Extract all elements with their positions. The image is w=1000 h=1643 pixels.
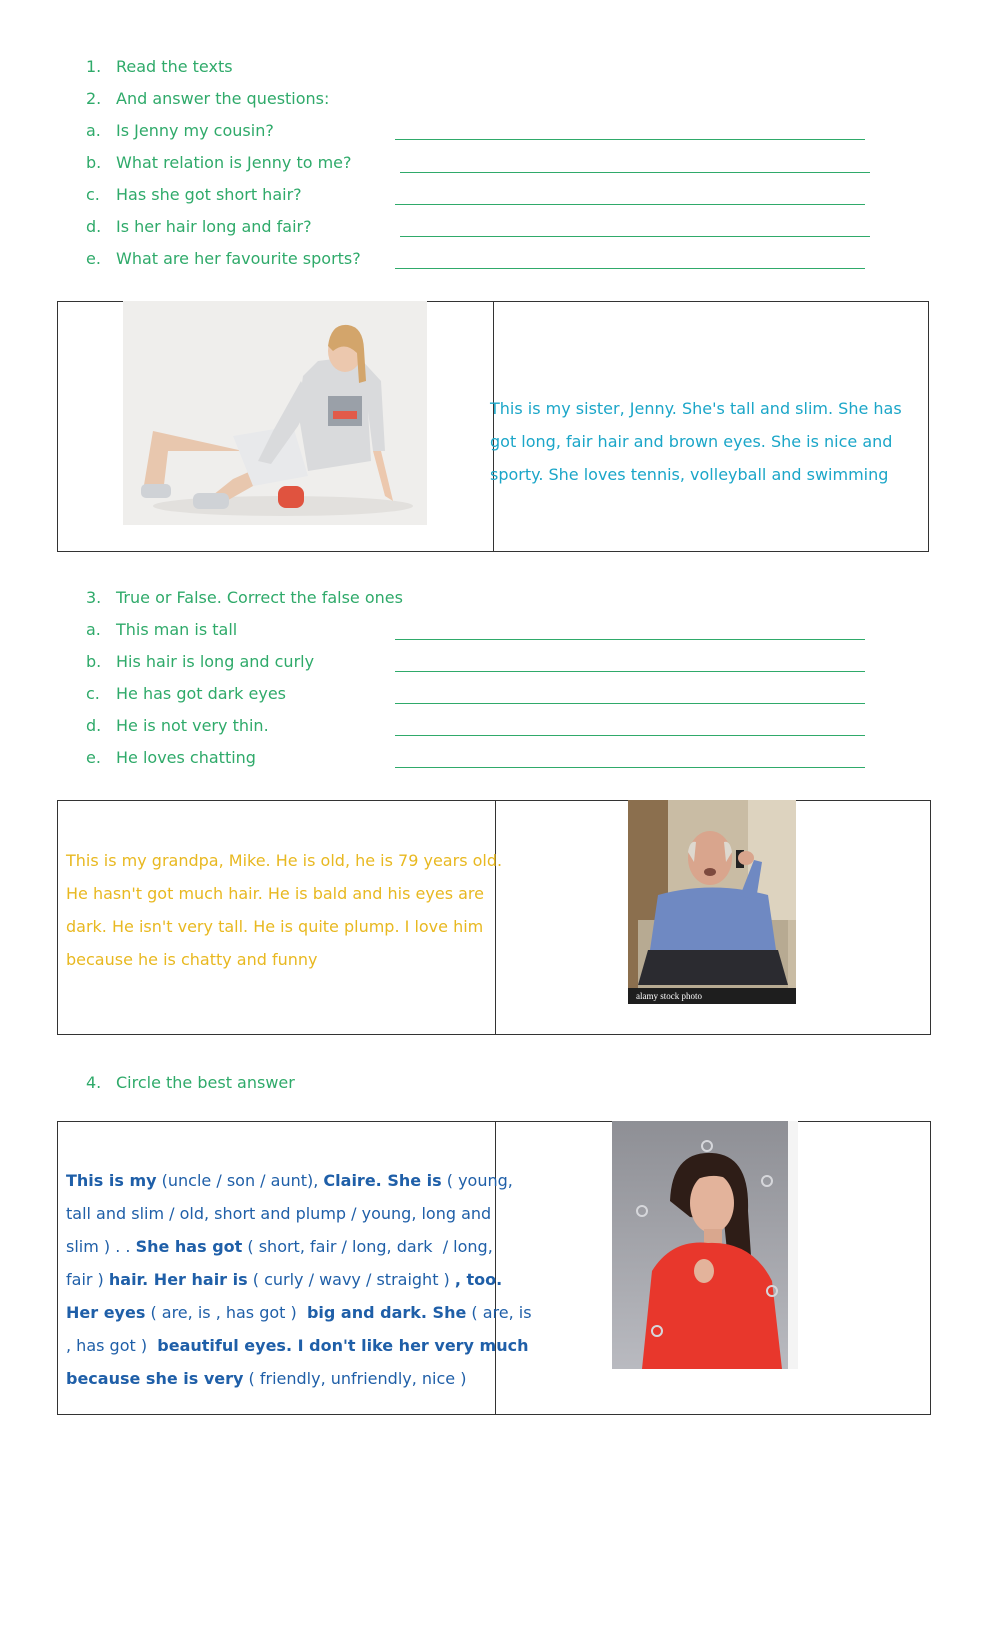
answer-line-3e[interactable] — [395, 767, 865, 768]
claire-text-option: ( young, — [441, 1171, 513, 1190]
claire-photo — [612, 1121, 798, 1369]
claire-text-bold: big and dark. She — [306, 1303, 467, 1322]
claire-text-line — [66, 1164, 532, 1197]
claire-text-bold: hair. Her hair is — [108, 1270, 248, 1289]
claire-text-bold: Claire. She is — [323, 1171, 442, 1190]
statement-d: d. He is not very thin. — [86, 716, 269, 735]
grandpa-text-line: because he is chatty and funny — [66, 950, 318, 969]
statement-e: e. He loves chatting — [86, 748, 256, 767]
claire-text-option: ( short, fair / long, dark / long, — [242, 1237, 493, 1256]
question-b: b. What relation is Jenny to me? — [86, 153, 352, 172]
claire-text-option: ( are, is , has got ) — [145, 1303, 307, 1322]
jenny-text-line: sporty. She loves tennis, volleyball and swimming — [490, 465, 889, 484]
grandpa-text-line: This is my grandpa, Mike. He is old, he is 79 years old. — [66, 851, 503, 870]
claire-text-bold: Her eyes — [66, 1303, 146, 1322]
grandpa-photo — [628, 800, 796, 1004]
claire-text-option: ( friendly, unfriendly, nice ) — [243, 1369, 467, 1388]
claire-text-option: fair ) — [66, 1270, 109, 1289]
claire-text-line — [66, 1329, 532, 1362]
answer-line-a[interactable] — [395, 139, 865, 140]
answer-line-3d[interactable] — [395, 735, 865, 736]
answer-line-3a[interactable] — [395, 639, 865, 640]
statement-b: b. His hair is long and curly — [86, 652, 315, 671]
instruction-4: 4. Circle the best answer — [86, 1073, 295, 1092]
answer-line-b[interactable] — [400, 172, 870, 173]
grandpa-text-line: He hasn't got much hair. He is bald and his eyes are — [66, 884, 484, 903]
claire-text-line — [66, 1230, 532, 1263]
question-c: c. Has she got short hair? — [86, 185, 302, 204]
claire-text-option: slim ) . . — [66, 1237, 136, 1256]
claire-text-line — [66, 1362, 532, 1395]
grandpa-text-line: dark. He isn't very tall. He is quite plump. I love him — [66, 917, 484, 936]
claire-text-line — [66, 1197, 532, 1230]
jenny-photo — [123, 301, 427, 525]
answer-line-e[interactable] — [395, 268, 865, 269]
question-e: e. What are her favourite sports? — [86, 249, 361, 268]
claire-text-bold: because she is very — [66, 1369, 244, 1388]
claire-text — [66, 1164, 532, 1395]
claire-text-option: (uncle / son / aunt), — [156, 1171, 324, 1190]
question-d: d. Is her hair long and fair? — [86, 217, 312, 236]
photo-watermark: alamy stock photo — [636, 991, 702, 1001]
claire-text-line — [66, 1263, 532, 1296]
claire-text-option: ( curly / wavy / straight ) — [247, 1270, 455, 1289]
grandpa-text — [66, 844, 502, 976]
claire-text-line — [66, 1296, 532, 1329]
claire-text-option: tall and slim / old, short and plump / young, long and — [66, 1204, 492, 1223]
claire-text-bold: , too. — [454, 1270, 503, 1289]
claire-text-bold: beautiful eyes. I don't like her very much — [157, 1336, 529, 1355]
claire-text-bold: She has got — [135, 1237, 243, 1256]
answer-line-3c[interactable] — [395, 703, 865, 704]
instruction-3: 3. True or False. Correct the false ones — [86, 588, 403, 607]
statement-c: c. He has got dark eyes — [86, 684, 287, 703]
answer-line-c[interactable] — [395, 204, 865, 205]
answer-line-3b[interactable] — [395, 671, 865, 672]
statement-a: a. This man is tall — [86, 620, 238, 639]
jenny-text-line: This is my sister, Jenny. She's tall and slim. She has — [490, 399, 902, 418]
claire-text-option: ( are, is — [466, 1303, 532, 1322]
instruction-2: 2. And answer the questions: — [86, 89, 330, 108]
jenny-text-line: got long, fair hair and brown eyes. She is nice and — [490, 432, 893, 451]
answer-line-d[interactable] — [400, 236, 870, 237]
question-a: a. Is Jenny my cousin? — [86, 121, 274, 140]
jenny-text — [490, 392, 902, 491]
claire-text-bold: This is my — [66, 1171, 157, 1190]
claire-text-option: , has got ) — [66, 1336, 158, 1355]
instruction-1: 1. Read the texts — [86, 57, 233, 76]
